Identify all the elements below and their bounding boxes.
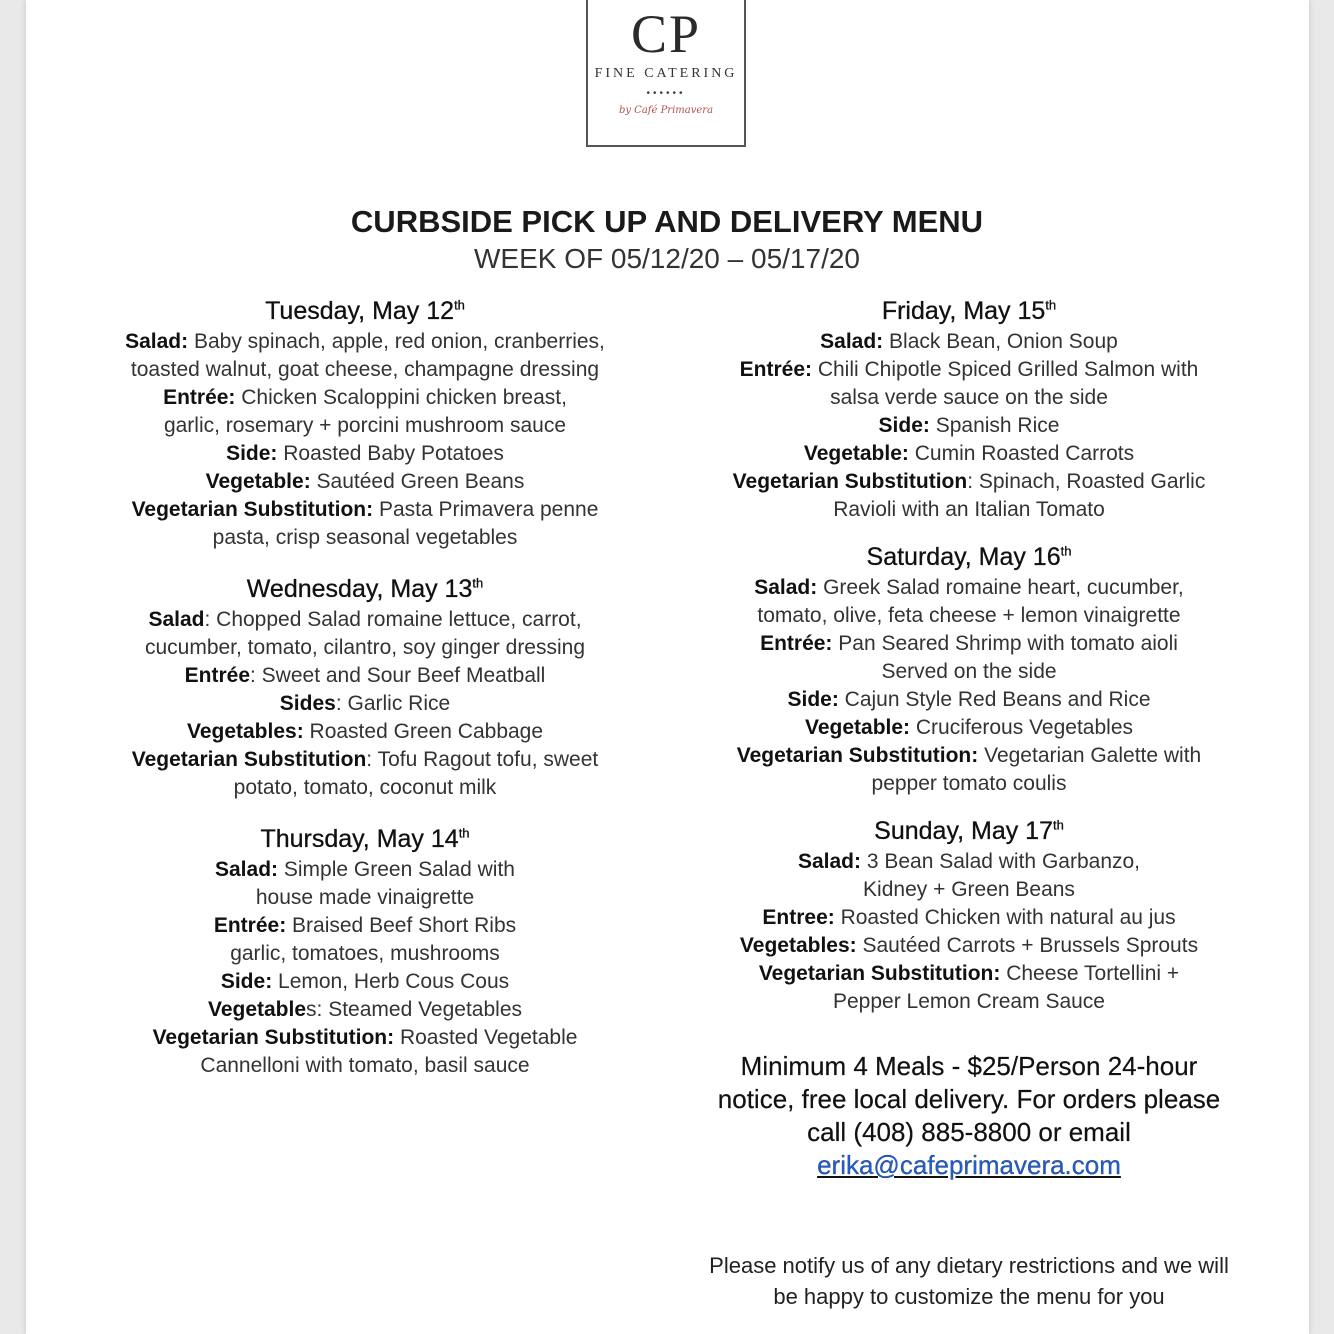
day-heading: Sunday, May 17th: [874, 817, 1064, 845]
menu-line-vegetable: Vegetables: Roasted Green Cabbage: [186, 720, 544, 743]
day-tuesday: [115, 296, 615, 552]
day-saturday: [719, 542, 1219, 798]
day-friday: [719, 296, 1219, 524]
menu-line-salad: Salad: Simple Green Salad with house made vinaigrette: [215, 858, 515, 909]
right-column: [690, 296, 1248, 1312]
menu-line-vegetable: Vegetable: Sautéed Green Beans: [205, 470, 525, 493]
menu-line-entree: Entrée: Braised Beef Short Ribs garlic, tomatoes, mushrooms: [213, 914, 517, 965]
menu-line-salad: Salad: Baby spinach, apple, red onion, cranberries, toasted walnut, goat cheese, champagne dressing: [125, 330, 605, 381]
menu-line-vegetables: Vegetables: Sautéed Carrots + Brussels Sprouts: [739, 934, 1199, 957]
menu-line-vegetable: Vegetables: Steamed Vegetables: [207, 998, 523, 1021]
menu-line-entree: Entrée: Sweet and Sour Beef Meatball: [184, 664, 546, 687]
menu-line-entree: Entrée: Chicken Scaloppini chicken breast, garlic, rosemary + porcini mushroom sauce: [163, 386, 567, 437]
menu-line-entree: Entrée: Chili Chipotle Spiced Grilled Salmon with salsa verde sauce on the side: [739, 358, 1199, 409]
menu-week: WEEK OF 05/12/20 – 05/17/20: [473, 243, 860, 274]
menu-title: CURBSIDE PICK UP AND DELIVERY MENU: [350, 204, 984, 239]
dietary-note: Please notify us of any dietary restrictions and we will be happy to customize the menu for you: [709, 1253, 1229, 1309]
email-link[interactable]: erika@cafeprimavera.com: [817, 1150, 1121, 1180]
order-notice: [709, 1050, 1229, 1182]
menu-line-side: Sides: Garlic Rice: [279, 692, 451, 715]
cp-fine-catering-logo: [586, 0, 746, 147]
day-heading: Saturday, May 16th: [866, 543, 1072, 571]
menu-line-side: Side: Roasted Baby Potatoes: [226, 442, 504, 465]
day-wednesday: [125, 574, 605, 802]
logo-monogram: CP: [630, 4, 702, 64]
menu-line-vegetarian: Vegetarian Substitution: Roasted Vegetable Cannelloni with tomato, basil sauce: [152, 1026, 578, 1077]
menu-line-salad: Salad: Greek Salad romaine heart, cucumber, tomato, olive, feta cheese + lemon vinaigrette: [754, 576, 1184, 627]
menu-line-vegetarian: Vegetarian Substitution: Spinach, Roasted Garlic Ravioli with an Italian Tomato: [732, 470, 1206, 521]
menu-line-side: Side: Cajun Style Red Beans and Rice: [787, 688, 1151, 711]
menu-line-entree: Entree: Roasted Chicken with natural au jus: [762, 906, 1176, 929]
menu-line-salad: Salad: 3 Bean Salad with Garbanzo, Kidney + Green Beans: [797, 850, 1141, 901]
day-heading: Wednesday, May 13th: [246, 575, 484, 603]
menu-line-vegetarian: Vegetarian Substitution: Pasta Primavera penne pasta, crisp seasonal vegetables: [131, 498, 599, 549]
menu-line-salad: Salad: Chopped Salad romaine lettuce, carrot, cucumber, tomato, cilantro, soy ginger dressing: [144, 608, 586, 659]
logo-signature: by Café Primavera: [618, 105, 714, 116]
day-heading: Thursday, May 14th: [260, 825, 470, 853]
menu-line-salad: Salad: Black Bean, Onion Soup: [820, 330, 1118, 353]
day-heading: Friday, May 15th: [881, 297, 1057, 325]
left-column: [85, 296, 645, 1080]
menu-line-vegetarian: Vegetarian Substitution: Vegetarian Galette with pepper tomato coulis: [736, 744, 1202, 795]
logo-subtitle: FINE CATERING: [594, 66, 738, 81]
logo-dots: ••••••: [646, 88, 686, 99]
menu-line-side: Side: Lemon, Herb Cous Cous: [220, 970, 510, 993]
menu-line-vegetable: Vegetable: Cumin Roasted Carrots: [803, 442, 1135, 465]
menu-line-vegetarian: Vegetarian Substitution: Cheese Tortellini + Pepper Lemon Cream Sauce: [758, 962, 1180, 1013]
order-notice-text: Minimum 4 Meals - $25/Person 24-hour notice, free local delivery. For orders please call (408) 885-8800 or email: [717, 1051, 1221, 1147]
day-sunday: [719, 816, 1219, 1016]
menu-line-vegetable: Vegetable: Cruciferous Vegetables: [804, 716, 1133, 739]
menu-line-side: Side: Spanish Rice: [878, 414, 1060, 437]
day-heading: Tuesday, May 12th: [265, 297, 465, 325]
day-thursday: [152, 824, 578, 1080]
menu-line-vegetarian: Vegetarian Substitution: Tofu Ragout tofu, sweet potato, tomato, coconut milk: [131, 748, 599, 799]
menu-line-entree: Entrée: Pan Seared Shrimp with tomato aioli Served on the side: [760, 632, 1178, 683]
